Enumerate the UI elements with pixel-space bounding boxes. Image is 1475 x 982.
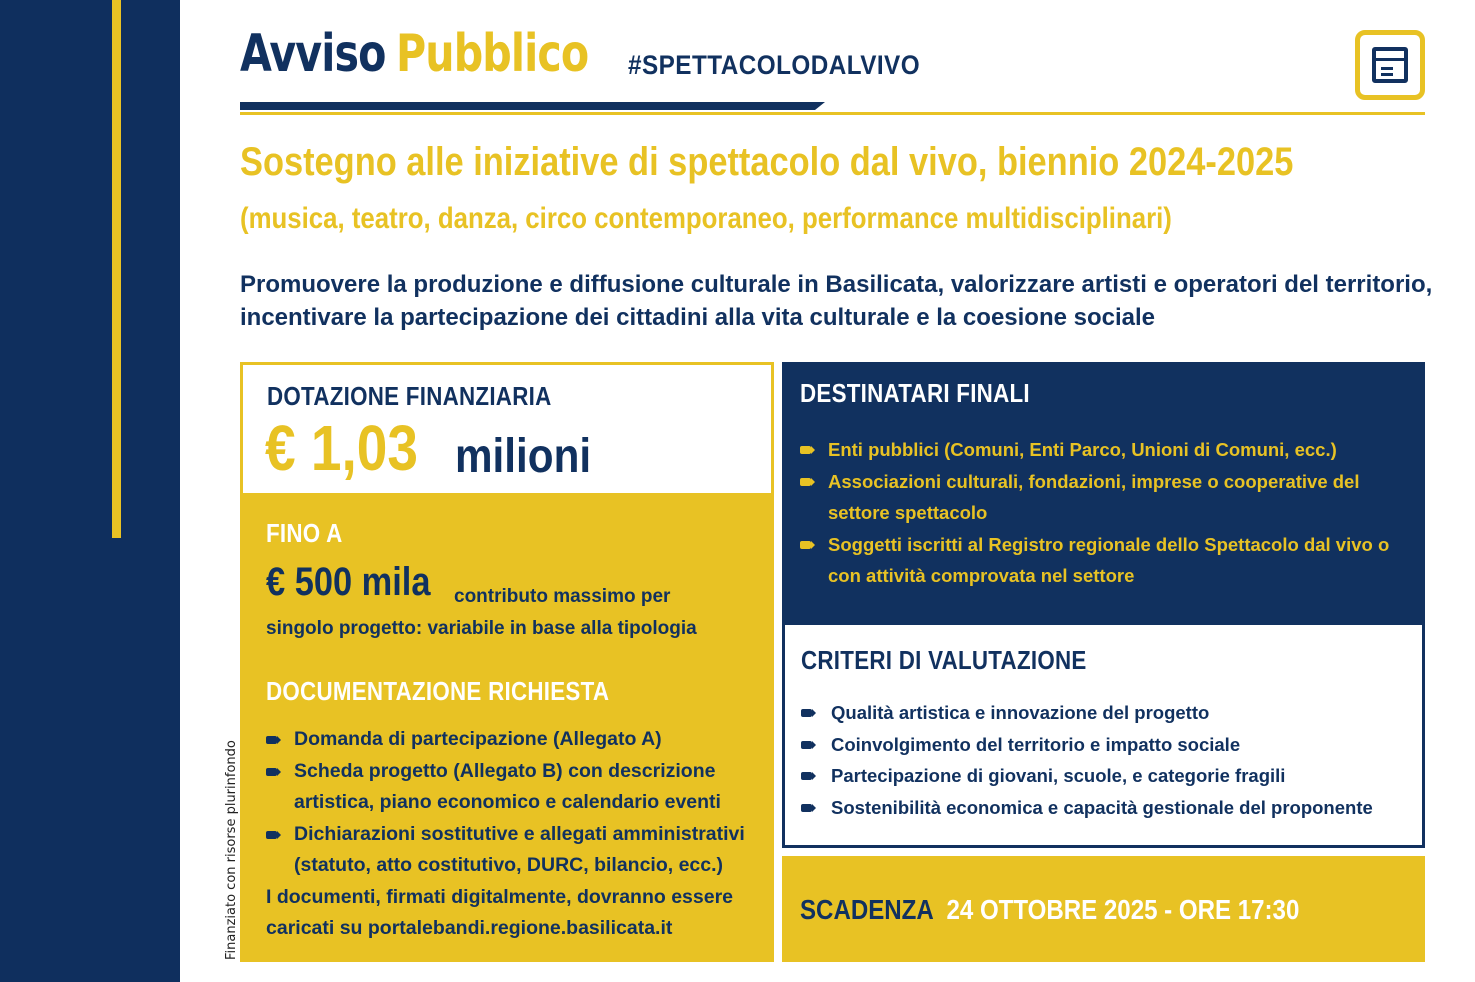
scadenza-label: SCADENZA	[800, 894, 933, 925]
fino-amount	[266, 560, 457, 605]
arrow-bullet-icon	[801, 741, 812, 749]
scadenza-date: 24 OTTOBRE 2025 - ORE 17:30	[946, 894, 1300, 925]
title-avviso: Avviso	[240, 24, 386, 84]
fino-label: FINO A	[266, 518, 343, 548]
arrow-bullet-icon	[801, 804, 812, 812]
dotazione-title: DOTAZIONE FINANZIARIA	[267, 381, 552, 411]
page-title	[240, 24, 614, 84]
list-item: Coinvolgimento del territorio e impatto sociale	[801, 729, 1421, 761]
dotazione-amount	[265, 411, 592, 485]
list-item: Domanda di partecipazione (Allegato A)	[266, 724, 766, 756]
arrow-bullet-icon	[800, 541, 811, 549]
dotazione-box	[240, 362, 774, 496]
scadenza-box	[782, 856, 1425, 962]
destinatari-title: DESTINATARI FINALI	[800, 378, 1030, 408]
destinatari-box	[782, 362, 1425, 624]
title-pubblico: Pubblico	[395, 24, 589, 84]
list-item: Enti pubblici (Comuni, Enti Parco, Unioni di Comuni, ecc.)	[800, 434, 1420, 466]
dotazione-value: € 1,03	[265, 412, 419, 484]
fino-desc-line2: singolo progetto: variabile in base alla tipologia	[266, 618, 697, 639]
hashtag: #SPETTACOLODALVIVO	[628, 50, 921, 80]
fino-desc-line1: contributo massimo per	[454, 586, 671, 607]
intro-text: Promuovere la produzione e diffusione culturale in Basilicata, valorizzare artisti e operatori del territorio, incentivare la partecipazione dei cittadini alla vita culturale e la coesione sociale	[240, 271, 1433, 331]
header-rule	[240, 102, 815, 110]
arrow-bullet-icon	[801, 709, 812, 717]
list-item: Qualità artistica e innovazione del progetto	[801, 697, 1421, 729]
list-item: Sostenibilità economica e capacità gestionale del proponente	[801, 792, 1421, 824]
arrow-bullet-icon	[266, 768, 277, 776]
left-navy-band	[0, 0, 180, 982]
list-item: Associazioni culturali, fondazioni, imprese o cooperative del settore spettacolo	[800, 466, 1420, 529]
arrow-bullet-icon	[801, 772, 812, 780]
header	[240, 24, 1425, 119]
list-item: Partecipazione di giovani, scuole, e categorie fragili	[801, 760, 1421, 792]
arrow-bullet-icon	[800, 446, 811, 454]
arrow-bullet-icon	[800, 478, 811, 486]
list-item: Scheda progetto (Allegato B) con descrizione artistica, piano economico e calendario eventi	[266, 756, 766, 819]
documentazione-title: DOCUMENTAZIONE RICHIESTA	[266, 676, 610, 706]
documentazione-list	[266, 724, 766, 882]
arrow-bullet-icon	[266, 736, 277, 744]
fino-box	[240, 496, 774, 962]
scadenza-text	[800, 894, 1299, 926]
documentazione-note: I documenti, firmati digitalmente, dovranno essere caricati su portalebandi.regione.basilicata.it	[266, 886, 734, 939]
list-item: Dichiarazioni sostitutive e allegati amministrativi (statuto, atto costitutivo, DURC, bilancio, ecc.)	[266, 819, 766, 882]
header-gold-rule	[240, 112, 1425, 115]
subtitle-detail: (musica, teatro, danza, circo contemporaneo, performance multidisciplinari)	[240, 202, 1172, 235]
subtitle: Sostegno alle iniziative di spettacolo dal vivo, biennio 2024-2025	[240, 140, 1294, 184]
criteri-list	[801, 697, 1421, 823]
dotazione-unit: milioni	[455, 430, 592, 483]
arrow-bullet-icon	[266, 831, 277, 839]
screen-icon	[1355, 30, 1425, 100]
fino-value: € 500 mila	[266, 560, 431, 604]
criteri-box	[782, 622, 1425, 848]
criteri-title: CRITERI DI VALUTAZIONE	[801, 645, 1087, 675]
destinatari-list	[800, 434, 1420, 592]
funding-note: Finanziato con risorse plurinfondo	[224, 740, 239, 960]
list-item: Soggetti iscritti al Registro regionale dello Spettacolo dal vivo o con attività comprovata nel settore	[800, 529, 1420, 592]
left-gold-stripe	[112, 0, 121, 538]
